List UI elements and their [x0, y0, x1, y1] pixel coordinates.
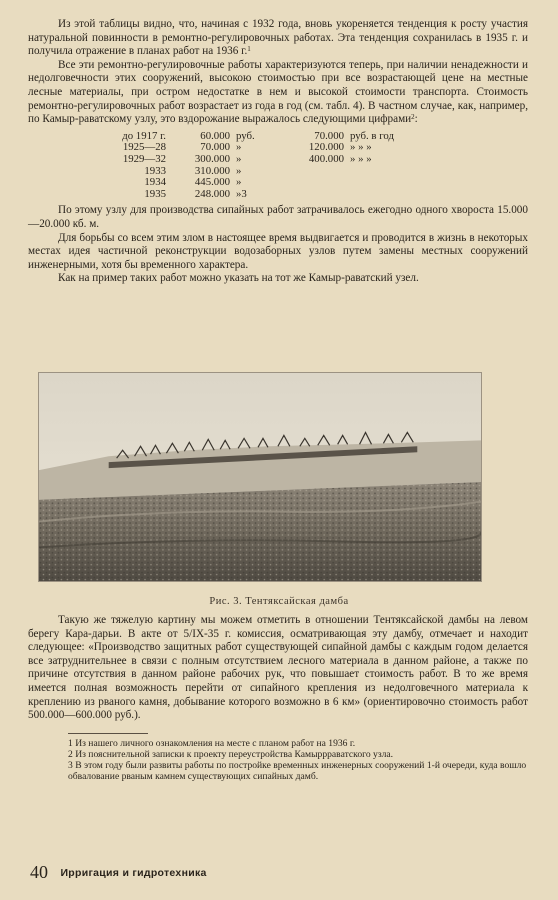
footnote-ref-2[interactable]: 2 — [411, 113, 415, 122]
cost-cell-u1: » — [236, 152, 242, 165]
paragraph-6: Такую же тяжелую картину мы можем отметить в отношении Тентяксайской дамбы на левом берегу Кара-дарьи. В акте от 5/IX-35 г. комиссия, осматривающая эту дамбу, отмечает и находит следующее: «Производство защитных работ существующей сипайной дамбы с каждым годом делается все затруднительнее в связи с полным отсутствием лесного материала в данном районе, а также по причине отсутствия в данном районе рабочих рук, что повышает стоимость работ. В то же время имеется полная возможность перейти от сипайного крепления из недолговечного материала к креплению из рваного камня, добывание которого возможно в 6 км» (ориентировочно стоимость работ 500.000—600.000 руб.). — [28, 614, 528, 722]
dam-photo-image — [39, 373, 481, 581]
cost-cell-year: 1929—32 — [122, 152, 166, 165]
paragraph-3: По этому узлу для производства сипайных работ затрачивалось ежегодно одного хвороста 15.000—20.000 кб. м. — [28, 204, 528, 230]
cost-cell-v1: 445.000 — [194, 176, 230, 189]
cost-cell-v2: 400.000 — [308, 152, 344, 165]
footnote-divider — [68, 733, 148, 734]
cost-cell-year: 1925—28 — [122, 141, 166, 154]
article-bottom — [28, 614, 528, 783]
cost-cell-u2 — [350, 189, 426, 201]
page-number: 40 — [30, 862, 48, 882]
cost-cell-v1: 248.000 — [194, 187, 230, 200]
cost-cell-year: 1935 — [144, 187, 166, 200]
cost-cell-u2 — [350, 177, 426, 189]
cost-row — [78, 177, 426, 189]
cost-cell-v2: 70.000 — [314, 129, 344, 142]
cost-cell-u2 — [350, 166, 426, 178]
cost-cell-u2: руб. в год — [350, 129, 394, 142]
cost-cell-v2 — [282, 177, 350, 189]
paragraph-1: Из этой таблицы видно, что, начиная с 1932 года, вновь укореняется тенденция к росту участия натуральной повинности в ремонтно-регулировочных работах. Эта тенденция сохранилась в 1935 г. и получила отражение в планах работ на 1936 г.$^1$ — [28, 18, 528, 58]
paragraph-4: Для борьбы со всем этим злом в настоящее время выдвигается и проводится в жизнь в некоторых местах идея частичной реконструкции водозаборных узлов путем замены местных сооружений инженерными, хотя бы временного характера. — [28, 231, 528, 271]
paragraph-5: Как на пример таких работ можно указать на тот же Камыр-раватский узел. — [58, 272, 419, 285]
cost-cell-year: до 1917 г. — [122, 129, 166, 142]
page-footer — [30, 862, 530, 883]
cost-cell-v1: 310.000 — [194, 164, 230, 177]
cost-cell-v2: 120.000 — [308, 141, 344, 154]
cost-cell-v2 — [282, 189, 350, 201]
cost-cell-year: 1934 — [144, 176, 166, 189]
cost-row — [78, 154, 426, 166]
cost-cell-u1: » — [236, 176, 242, 189]
footnote-1: 1 Из нашего личного ознакомления на месте с планом работ на 1936 г. — [68, 737, 356, 749]
footnotes — [28, 738, 528, 783]
paragraph-2: Все эти ремонтно-регулировочные работы характеризуются теперь, при наличии ненадежности и недолговечности этих сооружений, высокою стоимостью при все возрастающей цене на местные лесные материалы, при остром недостатке в нем и высокой стоимости транспорта. Стоимость ремонтно-регулировочных работ возрастает из года в год (см. табл. 4). В частном случае, как, например, по Камыр-раватскому узлу, это вздорожание выражалось следующими цифрами$^2$: — [28, 58, 528, 126]
cost-cell-v2 — [282, 166, 350, 178]
cost-table — [78, 131, 426, 201]
footnote-3: 3 В этом году были развиты работы по постройке временных инженерных сооружений 1-й очереди, куда вошло обвалование рваным камнем существующих сипайных дамб. — [68, 760, 527, 783]
journal-title: Ирригация и гидротехника — [60, 866, 207, 879]
cost-cell-u2: » » » — [350, 152, 372, 165]
cost-cell-v1: 70.000 — [200, 141, 230, 154]
cost-cell-v1: 300.000 — [194, 152, 230, 165]
cost-cell-year: 1933 — [144, 164, 166, 177]
footnote-ref-1[interactable]: 1 — [247, 45, 251, 54]
cost-row — [78, 166, 426, 178]
article-top — [28, 18, 528, 286]
cost-cell-u1: » — [236, 164, 242, 177]
dam-photo — [38, 372, 482, 582]
cost-cell-u1: » — [236, 141, 242, 154]
cost-cell-u2: » » » — [350, 141, 372, 154]
footnote-2: 2 Из пояснительной записки к проекту переустройства Камыррраватского узла. — [68, 748, 394, 760]
cost-cell-v1: 60.000 — [200, 129, 230, 142]
cost-cell-u1: »3 — [236, 187, 247, 200]
figure-caption: Рис. 3. Тентяксайская дамба — [209, 596, 349, 607]
cost-row — [78, 189, 426, 201]
cost-cell-u1: руб. — [236, 129, 255, 142]
